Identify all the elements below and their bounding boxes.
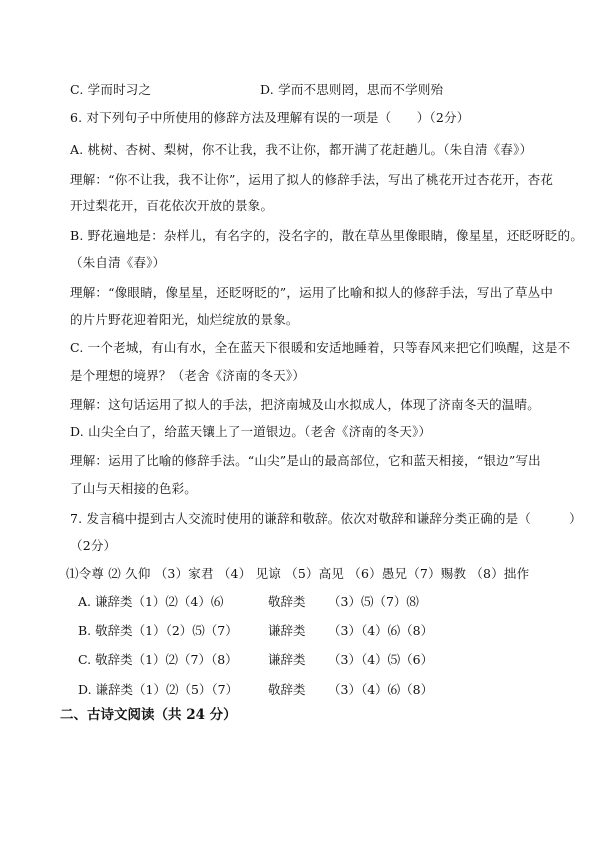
q7-option-b-category: 谦辞类 [268, 623, 306, 638]
q6-option-b-explanation-1: 理解：“像眼睛，像星星，还眨呀眨的”，运用了比喻和拟人的修辞手法，写出了草丛中 [70, 285, 554, 300]
q7-option-a-items: （3）⑸（7）⑻ [328, 594, 419, 609]
q7-stem-1: 7. 发言稿中提到古人交流时使用的谦辞和敬辞。依次对敬辞和谦辞分类正确的是（ ） [70, 511, 582, 526]
q6-option-d: D. 山尖全白了，给蓝天镶上了一道银边。（老舍《济南的冬天》） [70, 424, 432, 439]
q7-option-b [78, 623, 448, 639]
q7-option-c-items: （3）（4）⑸（6） [328, 652, 434, 667]
q6-option-d-explanation-2: 了山与天相接的色彩。 [70, 481, 198, 496]
q7-stem-2: （2分） [70, 538, 117, 553]
q7-option-a-label: A. 谦辞类（1）⑵（4）⑹ [78, 594, 224, 609]
q6-option-a-explanation-2: 开过梨花开，百花依次开放的景象。 [70, 198, 274, 213]
q7-option-b-items: （3）（4）⑹（8） [328, 623, 434, 638]
q6-option-b-explanation-2: 的片片野花迎着阳光，灿烂绽放的景象。 [70, 312, 299, 327]
q7-option-d-category: 敬辞类 [268, 682, 306, 697]
q6-option-c-explanation: 理解：这句话运用了拟人的手法，把济南城及山水拟成人，体现了济南冬天的温晴。 [70, 397, 540, 412]
q6-option-a: A. 桃树、杏树、梨树，你不让我，我不让你，都开满了花赶趟儿。（朱自清《春》） [70, 142, 533, 157]
q6-option-a-explanation-1: 理解：“你不让我，我不让你”，运用了拟人的修辞手法，写出了桃花开过杏花开，杏花 [70, 172, 554, 187]
q5-option-d: D. 学而不思则罔，思而不学则殆 [260, 82, 444, 97]
q7-word-list: ⑴令尊 ⑵ 久仰 （3）家君 （4） 见谅 （5）高见 （6）愚兄（7）赐教 （8）拙作 [66, 566, 530, 581]
q6-option-c-1: C. 一个老城，有山有水，全在蓝天下很暖和安适地睡着，只等春风来把它们唤醒，这是不 [70, 340, 571, 355]
q7-option-d-items: （3）（4）⑹（8） [328, 682, 434, 697]
q7-option-d [78, 682, 448, 698]
q7-option-a-category: 敬辞类 [268, 594, 306, 609]
q7-option-c-label: C. 敬辞类（1）⑵（7）（8） [78, 652, 238, 667]
q7-option-b-label: B. 敬辞类（1）（2）⑸（7） [78, 623, 238, 638]
q6-option-c-2: 是个理想的境界？（老舍《济南的冬天》） [70, 368, 306, 383]
q7-option-a [78, 594, 448, 610]
q6-option-d-explanation-1: 理解：运用了比喻的修辞手法。“山尖”是山的最高部位，它和蓝天相接，“银边”写出 [70, 453, 541, 468]
q6-stem: 6. 对下列句子中所使用的修辞方法及理解有误的一项是（ ）（2分） [70, 110, 470, 125]
q5-option-c: C. 学而时习之 [70, 82, 152, 97]
q6-option-b-1: B. 野花遍地是：杂样儿，有名字的，没名字的，散在草丛里像眼睛，像星星，还眨呀眨的。 [70, 228, 584, 243]
q5-options-row [70, 82, 443, 98]
q7-option-c [78, 652, 448, 668]
q7-option-c-category: 谦辞类 [268, 652, 306, 667]
q7-option-d-label: D. 谦辞类（1）⑵（5）（7） [78, 682, 239, 697]
q6-option-b-2: （朱自清《春》） [70, 255, 166, 270]
section-2-title: 二、古诗文阅读（共 24 分） [60, 707, 237, 723]
